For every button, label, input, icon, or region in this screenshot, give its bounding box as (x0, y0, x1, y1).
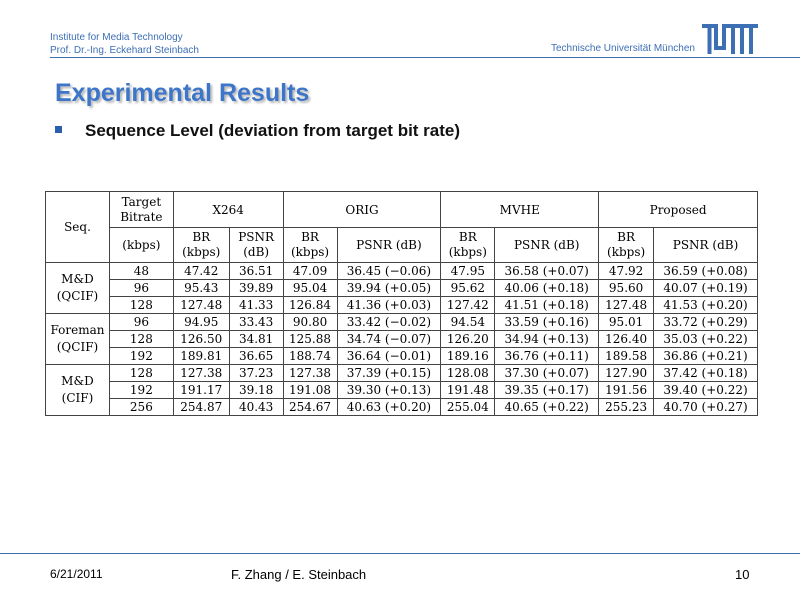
table-cell: 255.04 (441, 399, 495, 416)
table-cell: 254.87 (173, 399, 229, 416)
table-cell: 191.56 (599, 382, 654, 399)
table-cell: 37.23 (229, 365, 283, 382)
sequence-label: Foreman (50, 323, 105, 337)
institute-name: Institute for Media Technology (50, 32, 183, 43)
table-cell: 36.58 (+0.07) (495, 263, 599, 280)
table-cell: 127.48 (173, 297, 229, 314)
target-unit: (kbps) (109, 228, 173, 263)
table-cell: 126.40 (599, 331, 654, 348)
table-row (46, 280, 758, 297)
university-name: Technische Universität München (551, 43, 695, 54)
results-body (46, 263, 758, 416)
table-cell: 39.94 (+0.05) (337, 280, 441, 297)
table-cell: 128 (109, 365, 173, 382)
table-cell: 36.59 (+0.08) (654, 263, 758, 280)
bullet-text: Sequence Level (deviation from target bit rate) (85, 121, 461, 140)
mvhe-psnr-header: PSNR (dB) (495, 228, 599, 263)
table-cell: 95.43 (173, 280, 229, 297)
br-label: BR (192, 230, 211, 244)
table-row (46, 297, 758, 314)
target-label-line2: Bitrate (120, 209, 163, 224)
table-cell: 90.80 (283, 314, 337, 331)
table-cell: 40.63 (+0.20) (337, 399, 441, 416)
footer-divider (0, 553, 800, 554)
table-row (46, 382, 758, 399)
table-cell: 256 (109, 399, 173, 416)
table-cell: 36.86 (+0.21) (654, 348, 758, 365)
sequence-name (46, 263, 110, 314)
table-cell: 94.54 (441, 314, 495, 331)
table-cell: 36.51 (229, 263, 283, 280)
institute-header (50, 31, 199, 57)
orig-br-header (283, 228, 337, 263)
sequence-format: (QCIF) (56, 340, 99, 354)
table-cell: 127.42 (441, 297, 495, 314)
orig-psnr-header: PSNR (dB) (337, 228, 441, 263)
table-cell: 35.03 (+0.22) (654, 331, 758, 348)
table-cell: 40.70 (+0.27) (654, 399, 758, 416)
table-cell: 96 (109, 280, 173, 297)
table-cell: 127.48 (599, 297, 654, 314)
sequence-name (46, 314, 110, 365)
table-cell: 40.65 (+0.22) (495, 399, 599, 416)
table-cell: 95.62 (441, 280, 495, 297)
table-cell: 95.04 (283, 280, 337, 297)
table-cell: 254.67 (283, 399, 337, 416)
header-divider (50, 57, 800, 58)
table-cell: 191.17 (173, 382, 229, 399)
professor-name: Prof. Dr.-Ing. Eckehard Steinbach (50, 45, 199, 56)
slide-title: Experimental Results (55, 79, 310, 107)
table-cell: 189.81 (173, 348, 229, 365)
table-cell: 36.45 (−0.06) (337, 263, 441, 280)
footer-authors: F. Zhang / E. Steinbach (231, 567, 367, 582)
table-cell: 188.74 (283, 348, 337, 365)
table-cell: 47.42 (173, 263, 229, 280)
sequence-format: (QCIF) (56, 289, 99, 303)
table-cell: 39.18 (229, 382, 283, 399)
mvhe-br-header (441, 228, 495, 263)
table-cell: 126.50 (173, 331, 229, 348)
table-cell: 33.43 (229, 314, 283, 331)
table-cell: 95.01 (599, 314, 654, 331)
x264-psnr-header (229, 228, 283, 263)
proposed-psnr-header: PSNR (dB) (654, 228, 758, 263)
table-cell: 127.90 (599, 365, 654, 382)
table-row (46, 263, 758, 280)
group-header-proposed: Proposed (599, 192, 758, 228)
table-cell: 189.16 (441, 348, 495, 365)
table-cell: 40.06 (+0.18) (495, 280, 599, 297)
br-unit: (kbps) (182, 245, 221, 259)
table-row (46, 314, 758, 331)
table-cell: 47.92 (599, 263, 654, 280)
group-header-x264: X264 (173, 192, 283, 228)
psnr-unit: (dB) (243, 245, 270, 259)
table-cell: 192 (109, 382, 173, 399)
table-cell: 128 (109, 331, 173, 348)
table-cell: 95.60 (599, 280, 654, 297)
table-cell: 47.09 (283, 263, 337, 280)
table-cell: 191.48 (441, 382, 495, 399)
x264-br-header (173, 228, 229, 263)
psnr-label: PSNR (238, 230, 275, 244)
table-cell: 39.30 (+0.13) (337, 382, 441, 399)
table-cell: 192 (109, 348, 173, 365)
sequence-label: M&D (61, 272, 94, 286)
table-row (46, 348, 758, 365)
table-cell: 34.94 (+0.13) (495, 331, 599, 348)
table-cell: 94.95 (173, 314, 229, 331)
br-unit: (kbps) (290, 245, 330, 259)
target-label-line1: Target (121, 194, 162, 209)
br-label: BR (617, 230, 636, 244)
proposed-br-header (599, 228, 654, 263)
br-label: BR (301, 230, 319, 244)
table-cell: 125.88 (283, 331, 337, 348)
target-header (109, 192, 173, 228)
table-cell: 48 (109, 263, 173, 280)
table-row (46, 399, 758, 416)
seq-header: Seq. (46, 192, 110, 263)
table-cell: 41.53 (+0.20) (654, 297, 758, 314)
sequence-label: M&D (61, 374, 94, 388)
table-cell: 39.89 (229, 280, 283, 297)
table-row (46, 365, 758, 382)
table-cell: 255.23 (599, 399, 654, 416)
table-cell: 34.74 (−0.07) (337, 331, 441, 348)
br-unit: (kbps) (607, 245, 646, 259)
table-cell: 37.30 (+0.07) (495, 365, 599, 382)
table-cell: 36.65 (229, 348, 283, 365)
table-cell: 127.38 (173, 365, 229, 382)
page-number: 10 (735, 567, 750, 582)
table-cell: 126.84 (283, 297, 337, 314)
table-cell: 126.20 (441, 331, 495, 348)
table-cell: 37.39 (+0.15) (337, 365, 441, 382)
table-cell: 128.08 (441, 365, 495, 382)
table-cell: 96 (109, 314, 173, 331)
table-cell: 36.64 (−0.01) (337, 348, 441, 365)
group-header-orig: ORIG (283, 192, 441, 228)
table-cell: 128 (109, 297, 173, 314)
table-cell: 41.51 (+0.18) (495, 297, 599, 314)
footer-date: 6/21/2011 (50, 567, 103, 581)
sequence-name (46, 365, 110, 416)
table-cell: 39.40 (+0.22) (654, 382, 758, 399)
table-cell: 189.58 (599, 348, 654, 365)
br-label: BR (458, 230, 477, 244)
bullet-marker (55, 126, 62, 133)
table-cell: 40.07 (+0.19) (654, 280, 758, 297)
br-unit: (kbps) (448, 245, 487, 259)
results-table (45, 191, 758, 416)
table-cell: 40.43 (229, 399, 283, 416)
table-cell: 39.35 (+0.17) (495, 382, 599, 399)
table-cell: 33.42 (−0.02) (337, 314, 441, 331)
table-cell: 41.36 (+0.03) (337, 297, 441, 314)
table-cell: 37.42 (+0.18) (654, 365, 758, 382)
table-cell: 36.76 (+0.11) (495, 348, 599, 365)
table-cell: 127.38 (283, 365, 337, 382)
table-cell: 34.81 (229, 331, 283, 348)
sequence-format: (CIF) (61, 391, 94, 405)
table-row (46, 331, 758, 348)
table-cell: 33.59 (+0.16) (495, 314, 599, 331)
table-cell: 47.95 (441, 263, 495, 280)
table-cell: 33.72 (+0.29) (654, 314, 758, 331)
group-header-mvhe: MVHE (441, 192, 599, 228)
table-cell: 191.08 (283, 382, 337, 399)
tum-logo (702, 24, 758, 54)
table-cell: 41.33 (229, 297, 283, 314)
